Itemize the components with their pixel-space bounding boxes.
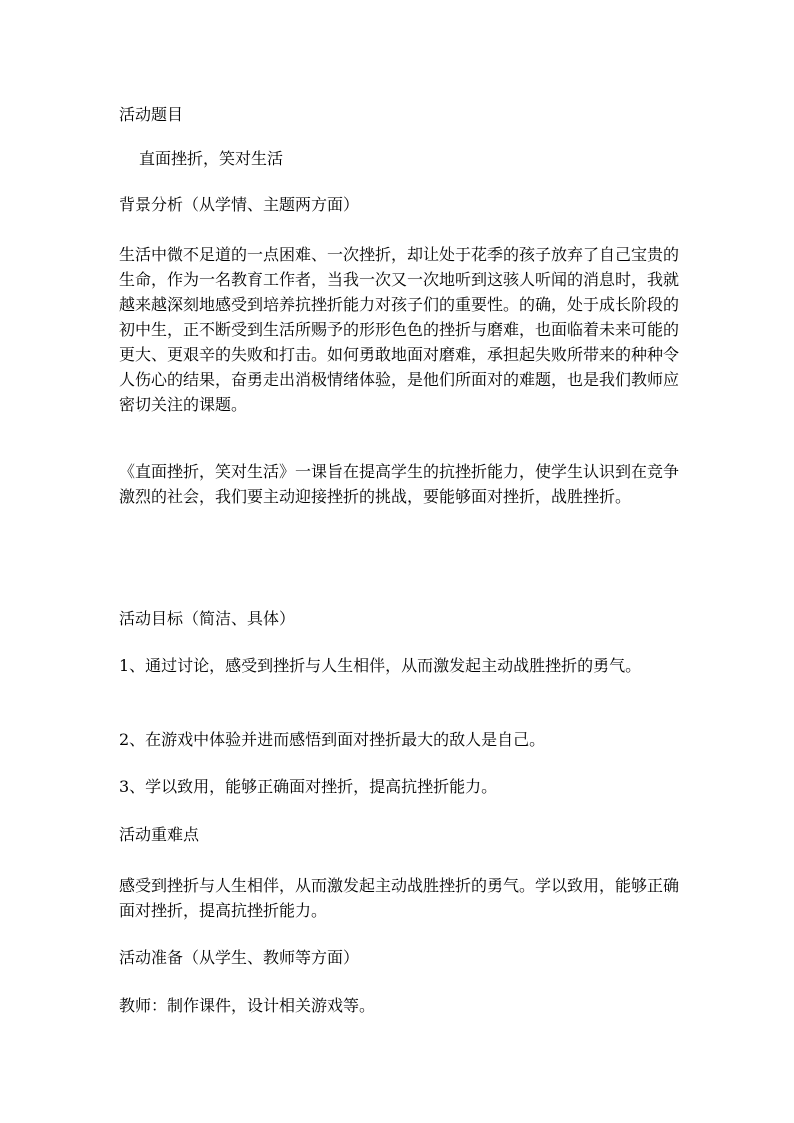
goal-item-1: 1、通过讨论，感受到挫折与人生相伴，从而激发起主动战胜挫折的勇气。 [119, 656, 642, 675]
background-heading: 背景分析（从学情、主题两方面） [119, 195, 360, 214]
topic-heading: 活动题目 [119, 105, 184, 124]
keypoints-text: 感受到挫折与人生相伴，从而激发起主动战胜挫折的勇气。学以致用，能够正确面对挫折，提高抗挫折能力。 [119, 876, 680, 920]
background-paragraph-1: 生活中微不足道的一点困难、一次挫折，却让处于花季的孩子放弃了自己宝贵的生命，作为一名教育工作者，当我一次又一次地听到这骇人听闻的消息时，我就越来越深刻地感受到培养抗挫折能力对孩子们的重要性。的确，处于成长阶段的初中生，正不断受到生活所赐予的形形色色的挫折与磨难，也面临着未来可能的更大、更艰辛的失败和打击。如何勇敢地面对磨难，承担起失败所带来的种种令人伤心的结果，奋勇走出消极情绪体验，是他们所面对的难题，也是我们教师应密切关注的课题。 [119, 245, 680, 414]
background-paragraph-2: 《直面挫折，笑对生活》一课旨在提高学生的抗挫折能力，使学生认识到在竞争激烈的社会，我们要主动迎接挫折的挑战，要能够面对挫折，战胜挫折。 [119, 462, 680, 506]
keypoints-heading: 活动重难点 [119, 825, 200, 844]
goals-heading: 活动目标（简洁、具体） [119, 609, 296, 628]
preparation-heading: 活动准备（从学生、教师等方面） [119, 948, 360, 967]
topic-title: 直面挫折，笑对生活 [139, 149, 284, 168]
goal-item-2: 2、在游戏中体验并进而感悟到面对挫折最大的敌人是自己。 [119, 730, 546, 749]
goal-item-3: 3、学以致用，能够正确面对挫折，提高抗挫折能力。 [119, 777, 498, 796]
preparation-teacher: 教师：制作课件，设计相关游戏等。 [119, 996, 376, 1015]
